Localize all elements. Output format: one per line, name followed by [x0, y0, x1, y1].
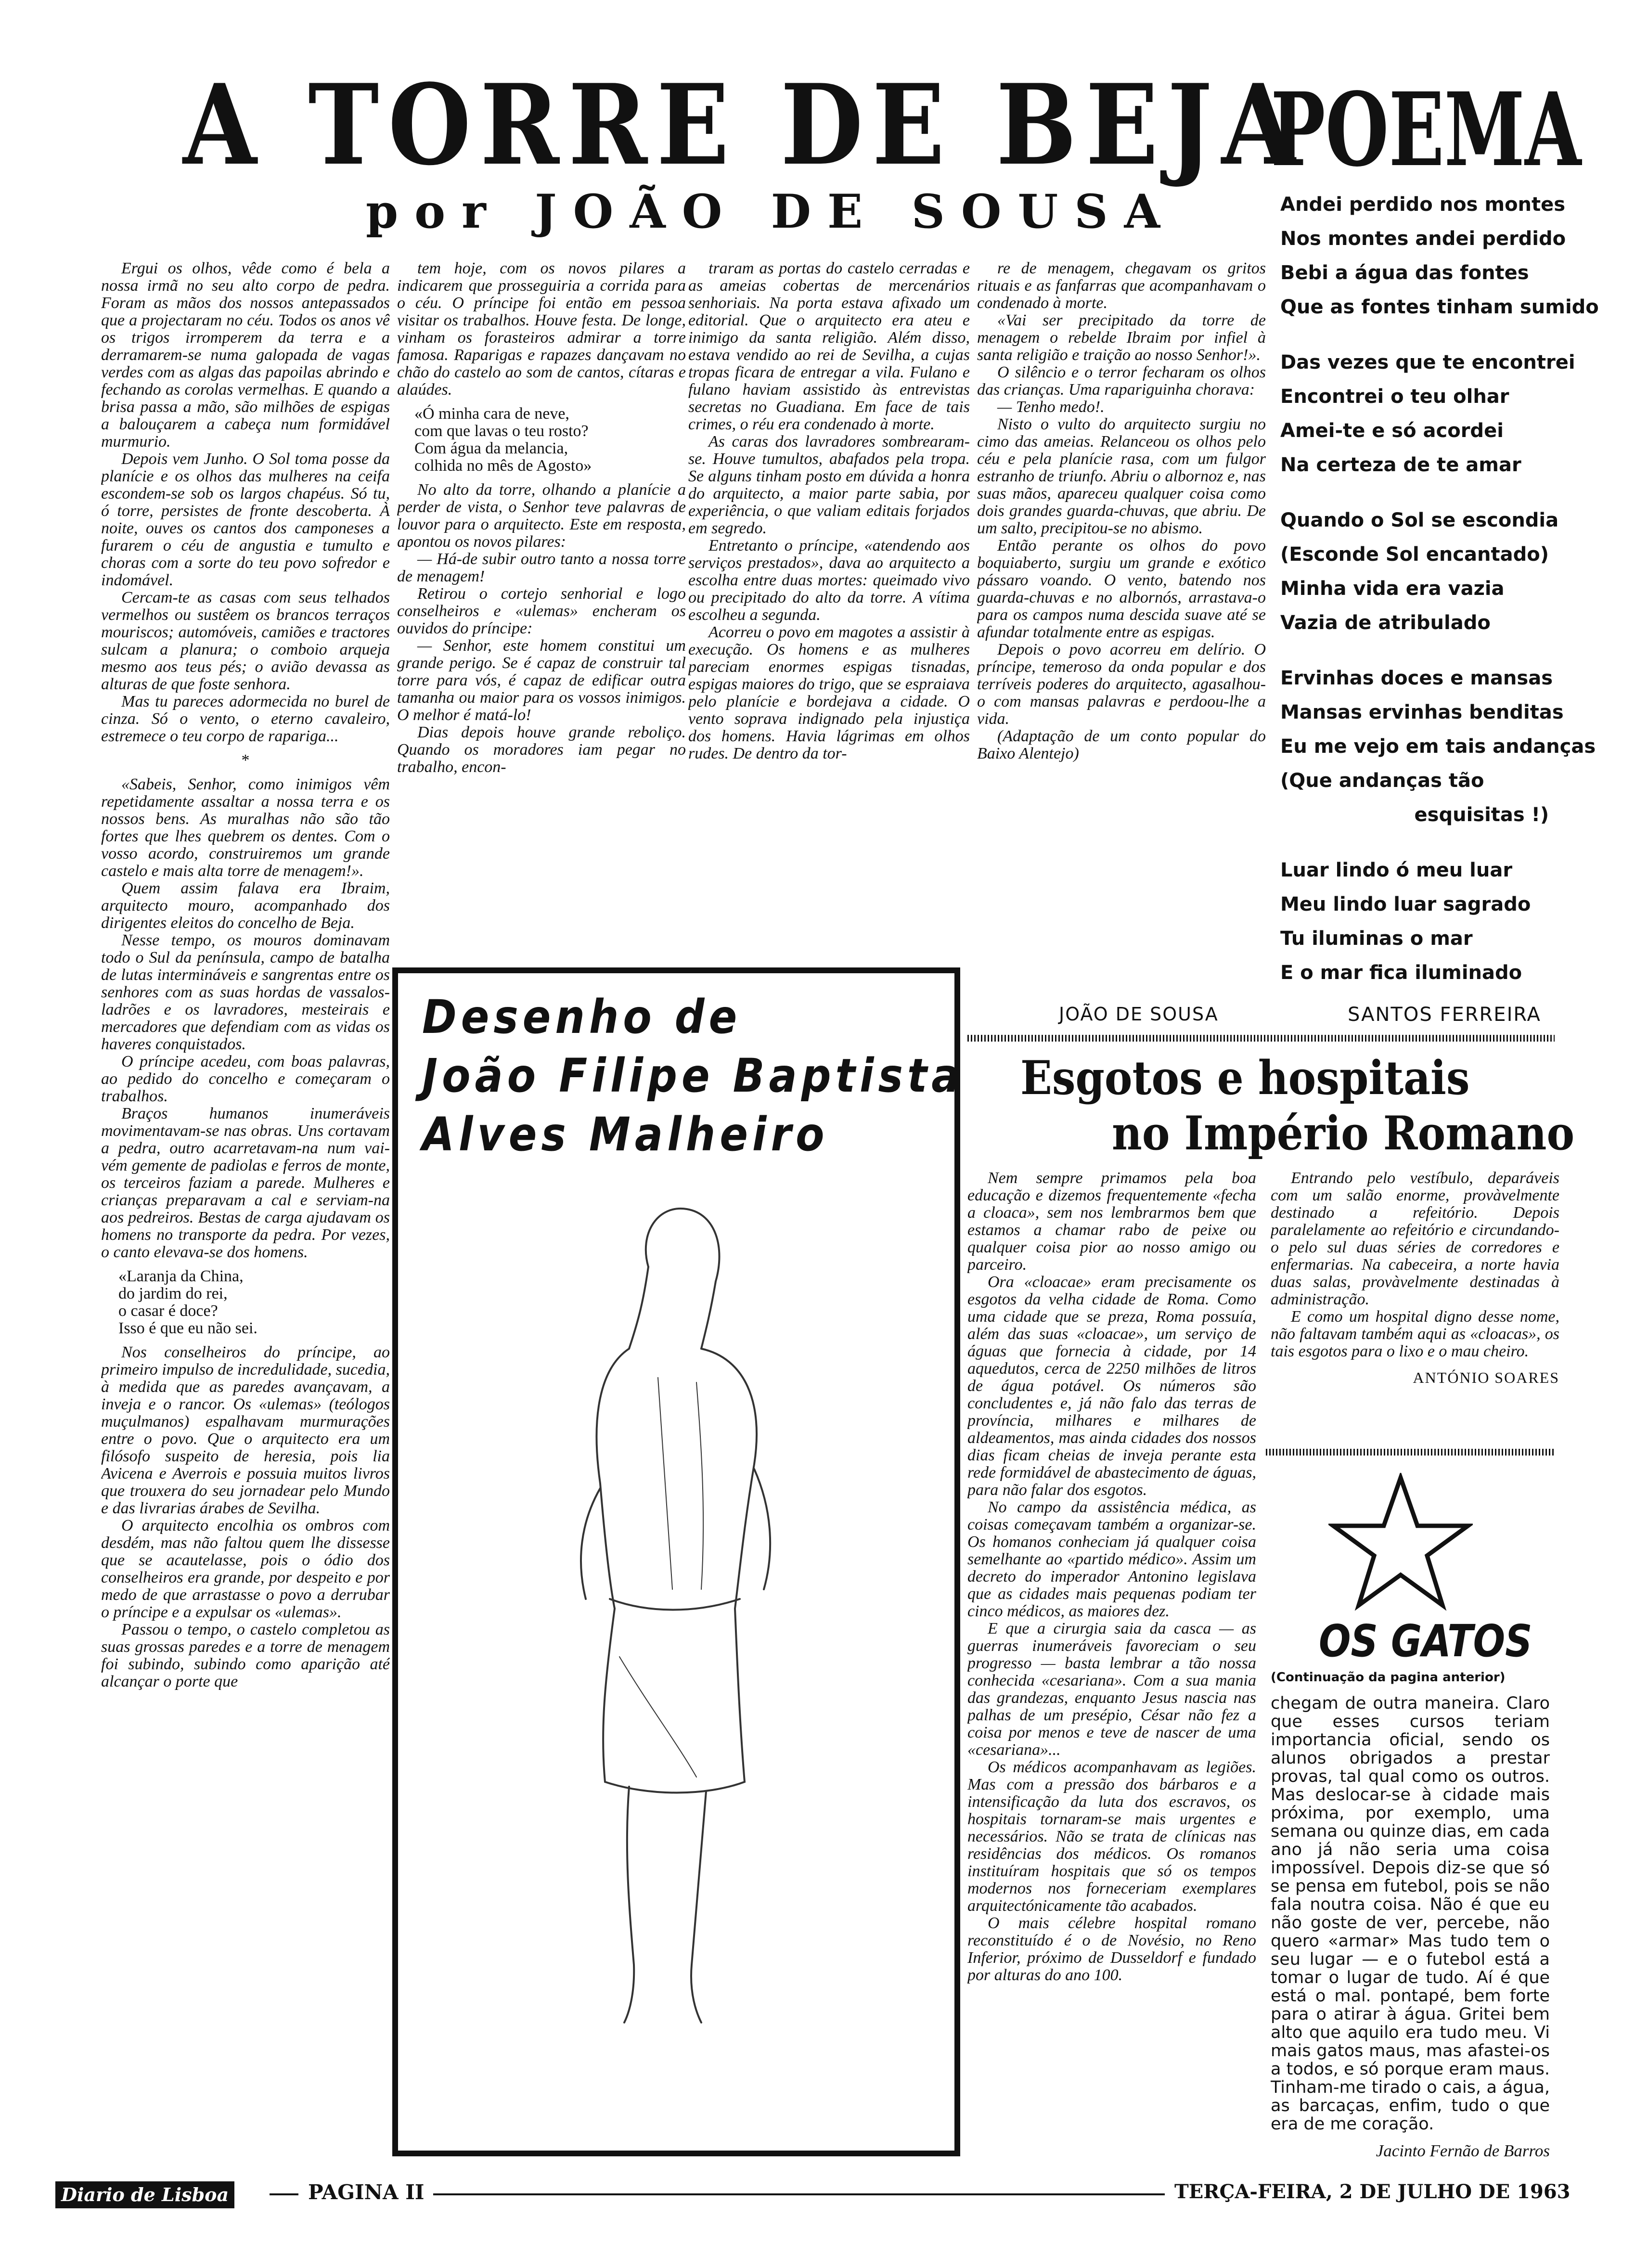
esgotos-title-2: no Império Romano [1112, 1106, 1575, 1160]
paragraph: — Tenho medo!. [997, 398, 1105, 416]
paragraph: As caras dos lavradores sombrearam-se. Houve tumultos, abafados pela tropa. Se alguns tinham posto em dúvida a honra do arquitecto, a maior parte sabia, por experiência, o que valiam editais forjados em segredo. [688, 433, 970, 537]
paragraph: Nem sempre primamos pela boa educação e dizemos frequentemente «fecha a cloaca», sem nos lembrarmos bem que estamos a chamar rabo de peixe ou qualquer coisa pior ao nosso amigo ou parceiro. [967, 1170, 1256, 1274]
paragraph: Entrando pelo vestíbulo, deparáveis com um salão enorme, provàvelmente destinado a refeitório. Depois paralelamente ao refeitório e circundando-o pelo sul duas séries de corredores e enfermarias. Na cabeceira, a norte havia duas salas, provàvelmente destinadas à administração. [1271, 1170, 1559, 1308]
paragraph: O príncipe acedeu, com boas palavras, ao pedido do concelho e começaram o trabalhos. [101, 1053, 390, 1105]
paragraph: re de menagem, chegavam os gritos rituais e as fanfarras que acompanhavam o condenado à morte. [977, 260, 1266, 312]
gatos-title: OS GATOS [1319, 1615, 1532, 1667]
paragraph: Nesse tempo, os mouros dominavam todo o Sul da península, campo de batalha de lutas intermináveis e sangrentas entre os senhores com as suas hordas de vassalos-ladrões e os lavradores, mesteirais e mercadores que defendiam com as vidas os haveres conquistados. [101, 931, 390, 1053]
paragraph: traram as portas do castelo cerradas e as ameias cobertas de mercenários senhoriais. Na porta estava afixado um editorial. Que o arquitecto era ateu e inimigo da santa religião. Além disso, estava vendido ao rei de Sevilha, a cujas tropas ficara de entregar a vila. Fulano e fulano haviam assistido às entrevistas secretas no Guadiana. Em face de tais crimes, o réu era condenado à morte. [688, 260, 970, 433]
paragraph: Retirou o cortejo senhorial e logo conselheiros e «ulemas» encheram os ouvidos do príncipe: [397, 585, 686, 637]
footer-rule-1 [270, 2193, 298, 2195]
footer-page: PAGINA II [308, 2180, 425, 2204]
story-column-2 [397, 260, 686, 958]
paragraph: «Sabeis, Senhor, como inimigos vêm repetidamente assaltar a nossa terra e os nossos bens. As muralhas não são tão fortes que lhes quebrem os dentes. Com o vosso acordo, construiremos um grande castelo e mais alta torre de menagem!». [101, 775, 390, 880]
poem-title: POEMA [1271, 70, 1582, 189]
gatos-column [1271, 1694, 1550, 2156]
poem-stanza: Das vezes que te encontrei Encontrei o teu olhar Amei-te e só acordei Na certeza de te amar [1280, 351, 1575, 476]
poem-stanza: Ervinhas doces e mansas Mansas ervinhas benditas Eu me vejo em tais andanças (Que andanças tão esquisitas !) [1280, 667, 1596, 826]
paragraph: No alto da torre, olhando a planície a perder de vista, o Senhor teve palavras de louvor para o arquitecto. Este em resposta, apontou os novos pilares: [397, 481, 686, 551]
paragraph: tem hoje, com os novos pilares a indicarem que prosseguiria a corrida para o céu. O príncipe foi então em pessoa visitar os trabalhos. Houve festa. De longe, vinham os forasteiros admirar a torre famosa. Raparigas e rapazes dançavam no chão do castelo ao som de cantos, cítaras e alaúdes. [397, 260, 686, 399]
story-column-1 [101, 260, 390, 2166]
paragraph: O silêncio e o terror fecharam os olhos das crianças. Uma rapariguinha chorava: [977, 363, 1266, 399]
paragraph: — Senhor, este homem constitui um grande perigo. Se é capaz de construir tal torre para vós, é capaz de edificar outra tamanha ou maior para os vossos inimigos. O melhor é matá-lo! [397, 637, 686, 724]
footer-date: TERÇA-FEIRA, 2 DE JULHO DE 1963 [1174, 2180, 1571, 2203]
paragraph: Acorreu o povo em magotes a assistir à execução. Os homens e as mulheres pareciam enormes espigas tisnadas, espigas maiores do trigo, que se espraiava pelo planície e bordejava a cidade. O vento soprava indignado pela injustiça dos homens. Havia lágrimas em olhos rudes. De dentro da tor- [688, 623, 970, 762]
paragraph: Nos conselheiros do príncipe, ao primeiro impulso de incredulidade, sucedia, à medida que as paredes avançavam, a inveja e o rancor. Os «ulemas» (teólogos muçulmanos) espalhavam murmurações entre o povo. Que o arquitecto era um filósofo suspeito de heresia, pois lia Avicena e Averrois e possuia muitos livros que trouxera do seu jornadear pelo Mundo e das livrarias árabes de Sevilha. [101, 1343, 390, 1517]
paragraph: Cercam-te as casas com seus telhados vermelhos ou sustêem os brancos terraços mouriscos; automóveis, camiões e tractores sulcam a planura; o comboio arqueja mesmo aos teus pés; o avião devassa as alturas de que foste senhora. [101, 589, 390, 693]
paragraph: O arquitecto encolhia os ombros com desdém, mas não faltou quem lhe dissesse que se acautelasse, pois o ódio dos conselheiros era grande, por despeito e por medo de que arrastasse o povo a derrubar o príncipe e a expulsar os «ulemas». [101, 1517, 390, 1621]
story-column-4 [977, 260, 1266, 1001]
footer-paper-logo: Diario de Lisboa [55, 2181, 234, 2208]
paragraph: No campo da assistência médica, as coisas começavam também a organizar-se. Os homanos conheciam já qualquer coisa semelhante ao «partido médico». Assim um decreto do imperador Antonino legislava que as cidades mais pequenas podiam ter cinco médicos, as maiores dez. [967, 1498, 1256, 1620]
story-signature: JOÃO DE SOUSA [1059, 1004, 1219, 1025]
paragraph: E como um hospital digno desse nome, não faltavam também aqui as «cloacas», os tais esgotos para o lixo e o mau cheiro. [1271, 1308, 1559, 1360]
drawing-figure [456, 1175, 908, 2138]
paragraph: Mas tu pareces adormecida no burel de cinza. Só o vento, o eterno cavaleiro, estremece o teu corpo de rapariga... [101, 693, 390, 745]
footer-rule-2 [433, 2193, 1165, 2195]
poem-stanza: Quando o Sol se escondia (Esconde Sol encantado) Minha vida era vazia Vazia de atribulado [1280, 509, 1559, 634]
song-1: «Laranja da China, do jardim do rei, o casar é doce? Isso é que eu não sei. [118, 1267, 258, 1337]
poem-stanza: Luar lindo ó meu luar Meu lindo luar sagrado Tu iluminas o mar E o mar fica iluminado [1280, 859, 1531, 984]
divider-rule [967, 1035, 1555, 1042]
asterisk: * [241, 751, 250, 769]
esgotos-right-column [1271, 1170, 1559, 1420]
gatos-subtitle: (Continuação da pagina anterior) [1271, 1670, 1506, 1685]
poem-stanza: Andei perdido nos montes Nos montes andei perdido Bebi a água das fontes Que as fontes tinham sumido [1280, 193, 1599, 318]
story-column-3 [688, 260, 970, 958]
paragraph: (Adaptação de um conto popular do Baixo Alentejo) [977, 727, 1266, 762]
paragraph: Depois o povo acorreu em delírio. O príncipe, temeroso da onda popular e dos terríveis poderes do arquitecto, agasalhou-o com mansas palavras e perdoou-lhe a vida. [977, 641, 1266, 728]
paragraph: Quem assim falava era Ibraim, arquitecto mouro, acompanhado dos dirigentes eleitos do concelho de Beja. [101, 879, 390, 932]
esgotos-left-column [967, 1170, 1256, 2161]
paragraph: O mais célebre hospital romano reconstituído é o de Novésio, no Reno Inferior, próximo de Dusseldorf e fundado por alturas do ano 100. [967, 1914, 1256, 1984]
gatos-author: Jacinto Fernão de Barros [1376, 2141, 1550, 2156]
paragraph: Ergui os olhos, vêde como é bela a nossa irmã no seu alto corpo de pedra. Foram as mãos dos nossos antepassados que a projectaram no céu. Todos os anos vê os trigos irromperem da terra e a derramarem-se numa galopada de vagas verdes com as algas das papoilas abrindo e fechando as corolas vermelhas. E quando a brisa passa a mão, são milhões de espigas a balouçarem a cabeça num formidável murmurio. [101, 260, 390, 451]
drawing-caption: Desenho de João Filipe Baptista Alves Malheiro [422, 990, 964, 1161]
paragraph: Ora «cloacae» eram precisamente os esgotos da velha cidade de Roma. Como uma cidade que se preza, Roma possuía, além das suas «cloacae», um serviço de águas que fornecia à cidade, por 14 aquedutos, cerca de 2250 milhões de litros de água potável. Os números são concludentes e, já não falo das terras de província, milhares e milhares de aldeamentos, mas ainda cidades dos nossos dias ficam cheias de inveja perante esta rede formidável de abastecimento de águas, para não falar dos esgotos. [967, 1273, 1256, 1499]
paragraph: «Vai ser precipitado da torre de menagem o rebelde Ibraim por infiel à santa religião e traição ao nosso Senhor!». [977, 311, 1266, 364]
paragraph: Passou o tempo, o castelo completou as suas grossas paredes e a torre de menagem foi subindo, subindo como aparição até alcançar o porte que [101, 1621, 390, 1690]
paragraph: Depois vem Junho. O Sol toma posse da planície e os olhos das mulheres na ceifa escondem-se sob os largos chapéus. Só tu, ó torre, persistes de fronte descoberta. À noite, ouves os cantos dos camponeses a furarem o céu de angustia e tumulto e choras com a sorte do teu povo sofredor e indomável. [101, 450, 390, 589]
gatos-text: chegam de outra maneira. Claro que esses cursos teriam importancia oficial, sendo os alunos obrigados a prestar provas, tal qual como os outros. Mas deslocar-se à cidade mais próxima, por exemplo, uma semana ou quinze dias, em cada ano já não seria uma coisa impossível. Depois diz-se que só se pensa em futebol, pois se não fala noutra coisa. Não é que eu não goste de ver, percebe, não quero «armar» Mas tudo tem o seu lugar — e o futebol está a tomar o lugar de tudo. Aí é que está o mal. pontapé, bem forte para o atirar à água. Gritei bem alto que aquilo era tudo meu. Vi mais gatos maus, mas afastei-os a todos, e só porque eram maus. Tinham-me tirado o cais, a água, as barcaças, enfim, tudo o que era de me coração. [1271, 1694, 1550, 2134]
paragraph: Os médicos acompanhavam as legiões. Mas com a pressão dos bárbaros e a intensificação da luta dos escravos, os hospitais tornaram-se mais urgentes e necessários. Não se trata de clínicas nas residências dos médicos. Os romanos instituíram hospitais que só os tempos modernos nos forneceriam exemplares arquitectónicamente tão acabados. [967, 1758, 1256, 1915]
drawing-box [392, 967, 964, 2156]
poem-body [1280, 188, 1627, 1011]
song-2: «Ó minha cara de neve, com que lavas o teu rosto? Com água da melancia, colhida no mês de Agosto» [414, 405, 592, 475]
paragraph: E que a cirurgia saia da casca — as guerras inumeráveis favoreciam o seu progresso — basta lembrar a tão nossa conhecida «cesariana». Com a sua mania das grandezas, enquanto Jesus nascia nas palhas de um presépio, César não fez a coisa por menos e teve de nascer de uma «cesariana»... [967, 1620, 1256, 1759]
star-icon [1328, 1473, 1473, 1612]
paragraph: — Há-de subir outro tanto a nossa torre de menagem! [397, 550, 686, 585]
paragraph: Dias depois houve grande reboliço. Quando os moradores iam pegar no trabalho, encon- [397, 723, 686, 776]
headline: A TORRE DE BEJA [183, 60, 1305, 190]
divider-rule-2 [1266, 1449, 1555, 1456]
paragraph: Nisto o vulto do arquitecto surgiu no cimo das ameias. Relanceou os olhos pelo céu e pela planície rasa, com um fulgor estranho de triunfo. Abriu o albornoz e, nas suas mãos, apareceu qualquer coisa como dois grandes guarda-chuvas, que abriu. De um salto, precipitou-se no abismo. [977, 415, 1266, 537]
paragraph: Entretanto o príncipe, «atendendo aos serviços prestados», dava ao arquitecto a escolha entre duas mortes: queimado vivo ou precipitado do alto da torre. A vítima escolheu a segunda. [688, 537, 970, 624]
byline: por JOÃO DE SOUSA [366, 184, 1177, 239]
paragraph: Então perante os olhos do povo boquiaberto, surgiu um grande e exótico pássaro voando. O vento, batendo nos guarda-chuvas e no albornós, arrastava-o para os campos numa descida suave até se afundar totalmente entre as espigas. [977, 537, 1266, 641]
esgotos-author: ANTÓNIO SOARES [1413, 1369, 1559, 1386]
esgotos-title-1: Esgotos e hospitais [1020, 1051, 1470, 1105]
poem-author: SANTOS FERREIRA [1348, 1004, 1541, 1026]
paragraph: Braços humanos inumeráveis movimentavam-se nas obras. Uns cortavam a pedra, outro acarretavam-na num vai-vém gemente de padiolas e ferros de monte, os terceiros faziam a parede. Mulheres e crianças preparavam a cal e serviam-na aos pedreiros. Bestas de carga ajudavam os homens no transporte da pedra. Por vezes, o canto elevava-se dos homens. [101, 1105, 390, 1261]
